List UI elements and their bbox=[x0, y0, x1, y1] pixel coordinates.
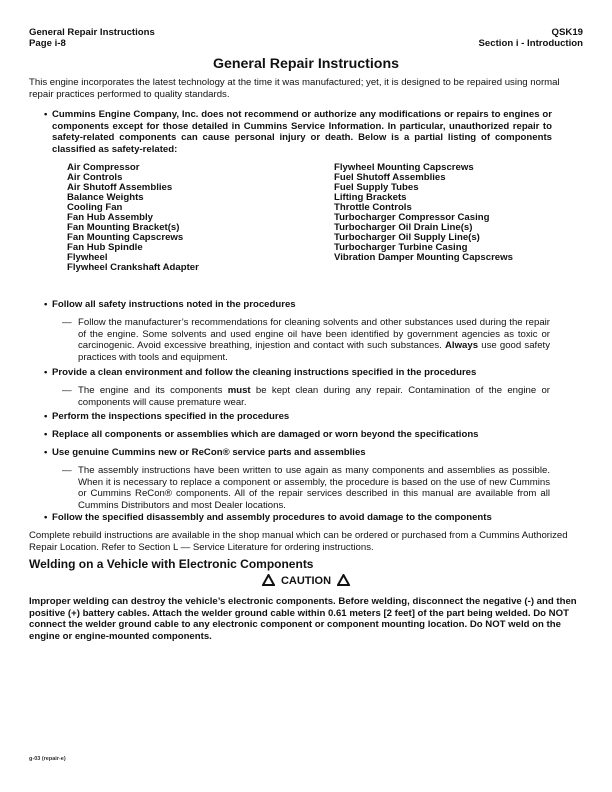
header-doc-title: General Repair Instructions bbox=[29, 27, 155, 38]
intro-paragraph: This engine incorporates the latest technology at the time it was manufactured; yet, it is designed to be repaired using normal repair practices performed to quality standards. bbox=[29, 77, 560, 100]
part-item: Turbocharger Oil Supply Line(s) bbox=[334, 232, 480, 243]
bullet-icon: • bbox=[44, 299, 48, 310]
bullet-item bbox=[44, 299, 552, 311]
part-item: Throttle Controls bbox=[334, 202, 412, 213]
part-item: Air Controls bbox=[67, 172, 123, 183]
rebuild-paragraph: Complete rebuild instructions are available in the shop manual which can be ordered or purchased from a Cummins Authorized Repair Location. Refer to Section L — Service Literature for ordering instructions. bbox=[29, 530, 568, 553]
bullet-text: Cummins Engine Company, Inc. does not recommend or authorize any modifications or repairs to engines or components except for those detailed in Cummins Service Information. In particular, unauthorized repair to safety-related components can cause personal injury or death. Below is a partial listing of components classified as safety-related: bbox=[52, 109, 552, 155]
bullet-item bbox=[44, 411, 552, 423]
page-title: General Repair Instructions bbox=[212, 56, 400, 72]
bullet-text: Use genuine Cummins new or ReCon® service parts and assemblies bbox=[52, 447, 366, 458]
footer-code: g-03 (repair-e) bbox=[29, 756, 66, 762]
part-item: Turbocharger Oil Drain Line(s) bbox=[334, 222, 473, 233]
bullet-item bbox=[44, 512, 552, 524]
bullet-text: Provide a clean environment and follow the cleaning instructions specified in the procedures bbox=[52, 367, 477, 378]
warning-triangle-icon bbox=[337, 574, 350, 586]
welding-heading: Welding on a Vehicle with Electronic Components bbox=[29, 557, 314, 571]
sub-text: The assembly instructions have been written to use again as many components and assemblies as possible. When it is necessary to replace a component or assembly, the procedure is based on the use of new Cummins or Cummins ReCon® components. All of the repair services described in this manual are available from all Cummins Distributors and most Dealer locations. bbox=[78, 465, 550, 511]
bullet-text: Perform the inspections specified in the procedures bbox=[52, 411, 290, 422]
part-item: Fan Hub Assembly bbox=[67, 212, 154, 223]
part-item: Cooling Fan bbox=[67, 202, 123, 213]
part-item: Flywheel bbox=[67, 252, 108, 263]
header-section: Section i - Introduction bbox=[478, 38, 583, 49]
sub-text: be kept clean during any repair. Contamination of the engine or components will cause premature wear. bbox=[78, 385, 550, 408]
part-item: Lifting Brackets bbox=[334, 192, 407, 203]
bullet-icon: • bbox=[44, 447, 48, 458]
part-item: Flywheel Crankshaft Adapter bbox=[67, 262, 199, 273]
bullet-item bbox=[44, 367, 552, 379]
sub-item bbox=[62, 317, 550, 363]
sub-item bbox=[62, 385, 550, 408]
sub-text: Follow the manufacturer’s recommendations for cleaning solvents and other substances used during the repair of the engine. Some solvents and used engine oil have been identified by government agencies as toxic or carcinogenic. Avoid excessive breathing, injestion and contact with such substances. bbox=[78, 317, 550, 351]
sub-emphasis: Always bbox=[445, 340, 479, 351]
part-item: Air Compressor bbox=[67, 162, 140, 173]
part-item: Fuel Shutoff Assemblies bbox=[334, 172, 446, 183]
part-item: Air Shutoff Assemblies bbox=[67, 182, 173, 193]
dash-icon: — bbox=[62, 317, 72, 328]
parts-list-right bbox=[334, 163, 513, 263]
header-engine-model: QSK19 bbox=[551, 27, 583, 38]
part-item: Fuel Supply Tubes bbox=[334, 182, 419, 193]
bullet-icon: • bbox=[44, 411, 48, 422]
part-item: Fan Hub Spindle bbox=[67, 242, 143, 253]
part-item: Balance Weights bbox=[67, 192, 144, 203]
header-page-number: Page i-8 bbox=[29, 38, 66, 49]
dash-icon: — bbox=[62, 385, 72, 396]
warning-triangle-icon bbox=[262, 574, 275, 586]
dash-icon: — bbox=[62, 465, 72, 476]
part-item: Fan Mounting Capscrews bbox=[67, 232, 184, 243]
bullet-text: Replace all components or assemblies which are damaged or worn beyond the specifications bbox=[52, 429, 479, 440]
part-item: Fan Mounting Bracket(s) bbox=[67, 222, 180, 233]
parts-list-left bbox=[67, 163, 199, 273]
part-item: Flywheel Mounting Capscrews bbox=[334, 162, 474, 173]
caution-text: Improper welding can destroy the vehicle’s electronic components. Before welding, disconnect the negative (-) and then positive (+) battery cables. Attach the welder ground cable within 0.61 meters [2 feet] of the part being welded. Do NOT connect the welder ground cable to any electronic component or component mounting location. Do NOT weld on the engine or engine-mounted components. bbox=[29, 596, 577, 642]
sub-text: The engine and its components bbox=[78, 385, 228, 396]
bullet-item bbox=[44, 109, 552, 155]
page-header-right bbox=[479, 27, 583, 49]
bullet-icon: • bbox=[44, 512, 48, 523]
caution-banner bbox=[0, 574, 612, 587]
part-item: Turbocharger Compressor Casing bbox=[334, 212, 490, 223]
page-header-left bbox=[29, 27, 155, 49]
bullet-icon: • bbox=[44, 367, 48, 378]
bullet-icon: • bbox=[44, 429, 48, 440]
bullet-item bbox=[44, 447, 552, 459]
sub-emphasis: must bbox=[227, 385, 251, 396]
bullet-text: Follow all safety instructions noted in the procedures bbox=[52, 299, 296, 310]
sub-item bbox=[62, 465, 550, 511]
bullet-item bbox=[44, 429, 552, 441]
bullet-text: Follow the specified disassembly and assembly procedures to avoid damage to the components bbox=[52, 512, 492, 523]
sub-text: use good safety practices with tools and equipment. bbox=[78, 340, 550, 363]
bullet-icon: • bbox=[44, 109, 48, 120]
part-item: Vibration Damper Mounting Capscrews bbox=[334, 252, 513, 263]
caution-label: CAUTION bbox=[280, 575, 332, 587]
part-item: Turbocharger Turbine Casing bbox=[334, 242, 468, 253]
